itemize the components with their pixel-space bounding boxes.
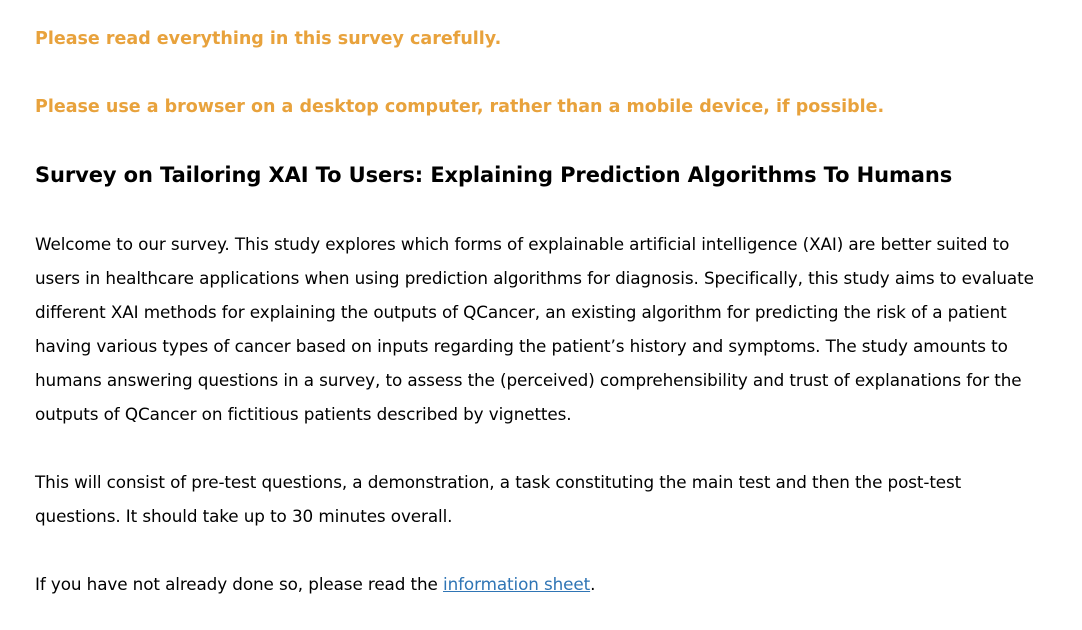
structure-paragraph: This will consist of pre-test questions, a demonstration, a task constituting the main test and then the post-test questions. It should take up to 30 minutes overall. — [35, 472, 962, 526]
welcome-paragraph: Welcome to our survey. This study explores which forms of explainable artificial intelligence (XAI) are better suited to users in healthcare applications when using prediction algorithms for diagnosis. Specifically, this study aims to evaluate different XAI methods for explaining the outputs of QCancer, an existing algorithm for predicting the risk of a patient having various types of cancer based on inputs regarding the patient’s history and symptoms. The study amounts to humans answering questions in a survey, to assess the (perceived) comprehensibility and trust of explanations for the outputs of QCancer on fictitious patients described by vignettes. — [35, 234, 1034, 424]
information-sheet-paragraph — [35, 567, 1045, 601]
notice-use-desktop: Please use a browser on a desktop computer, rather than a mobile device, if possible. — [35, 97, 885, 117]
info-prefix-text: If you have not already done so, please read the — [35, 574, 444, 594]
notice-read-carefully: Please read everything in this survey carefully. — [35, 29, 502, 49]
survey-intro — [35, 22, 1045, 630]
survey-title: Survey on Tailoring XAI To Users: Explaining Prediction Algorithms To Humans — [35, 163, 953, 187]
info-suffix-text: . — [590, 574, 596, 594]
information-sheet-link[interactable]: information sheet — [443, 574, 591, 594]
